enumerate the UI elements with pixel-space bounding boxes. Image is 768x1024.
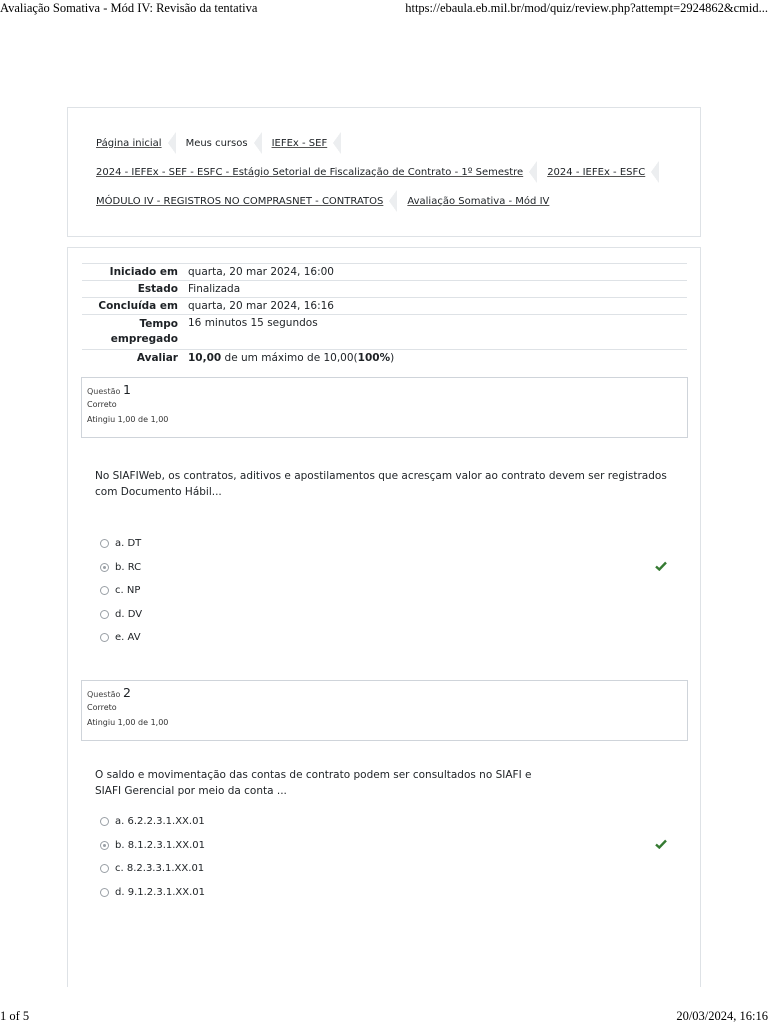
summary-row-completed: Concluída em quarta, 20 mar 2024, 16:16 — [82, 297, 687, 314]
answer-option: d. 9.1.2.3.1.XX.01 — [100, 881, 680, 905]
question-number: 1 — [122, 382, 131, 397]
question-1-info: Questão 1 Correto Atingiu 1,00 de 1,00 — [81, 377, 688, 438]
breadcrumb-row-3 — [96, 190, 549, 212]
radio-button[interactable] — [100, 864, 109, 873]
breadcrumb-course-link[interactable]: 2024 - IEFEx - SEF - ESFC - Estágio Setorial de Fiscalização de Contrato - 1º Semestre — [96, 166, 524, 178]
radio-button[interactable] — [100, 586, 109, 595]
page-number: 1 of 5 — [0, 1009, 30, 1023]
answer-option: d. DV — [100, 603, 680, 627]
question-2-info: Questão 2 Correto Atingiu 1,00 de 1,00 — [81, 680, 688, 741]
answer-option-selected: b. RC — [100, 556, 680, 580]
summary-row-grade: Avaliar 10,00 de um máximo de 10,00(100%) — [82, 349, 687, 366]
print-datetime: 20/03/2024, 16:16 — [676, 1009, 768, 1023]
breadcrumb-separator — [168, 132, 176, 154]
question-state: Correto — [87, 703, 117, 712]
quiz-review-region — [67, 247, 701, 987]
breadcrumb-row-1 — [96, 132, 351, 154]
question-grade: Atingiu 1,00 de 1,00 — [87, 718, 169, 727]
print-footer — [0, 1009, 768, 1024]
breadcrumb-separator — [254, 132, 262, 154]
breadcrumb — [67, 107, 701, 237]
breadcrumb-quiz-link[interactable]: Avaliação Somativa - Mód IV — [407, 195, 550, 207]
radio-button-selected[interactable] — [100, 841, 109, 850]
answer-option: c. NP — [100, 579, 680, 603]
correct-check-icon — [655, 839, 667, 849]
question-number: 2 — [122, 685, 131, 700]
summary-row-started: Iniciado em quarta, 20 mar 2024, 16:00 — [82, 263, 687, 280]
question-grade: Atingiu 1,00 de 1,00 — [87, 415, 169, 424]
grade-value: 10,00 — [188, 352, 222, 364]
correct-check-icon — [655, 561, 667, 571]
page-print-url: https://ebaula.eb.mil.br/mod/quiz/review.php?attempt=2924862&cmid... — [405, 1, 768, 15]
question-1-text: No SIAFIWeb, os contratos, aditivos e apostilamentos que acresçam valor ao contrato devem ser registrados com Documento Hábil... — [95, 470, 667, 498]
breadcrumb-home-link[interactable]: Página inicial — [96, 137, 162, 149]
answer-option: c. 8.2.3.3.1.XX.01 — [100, 857, 680, 881]
radio-button[interactable] — [100, 888, 109, 897]
answer-option-selected: b. 8.1.2.3.1.XX.01 — [100, 834, 680, 858]
breadcrumb-separator — [651, 161, 659, 183]
radio-button[interactable] — [100, 817, 109, 826]
breadcrumb-separator — [333, 132, 341, 154]
answer-option: e. AV — [100, 626, 680, 650]
answer-option: a. 6.2.2.3.1.XX.01 — [100, 810, 680, 834]
question-2-text: O saldo e movimentação das contas de contrato podem ser consultados no SIAFI e SIAFI Gerencial por meio da conta ... — [95, 769, 532, 797]
breadcrumb-my-courses: Meus cursos — [185, 137, 248, 149]
attempt-summary-table — [82, 263, 687, 366]
summary-row-state: Estado Finalizada — [82, 280, 687, 297]
breadcrumb-row-2 — [96, 161, 669, 183]
page-print-title: Avaliação Somativa - Mód IV: Revisão da tentativa — [0, 1, 258, 15]
breadcrumb-module-link[interactable]: MÓDULO IV - REGISTROS NO COMPRASNET - CONTRATOS — [96, 195, 384, 207]
breadcrumb-separator — [389, 190, 397, 212]
summary-row-time-taken: Tempo empregado 16 minutos 15 segundos — [82, 314, 687, 349]
question-2-answers — [100, 810, 680, 904]
radio-button[interactable] — [100, 633, 109, 642]
print-header — [0, 0, 768, 18]
question-1-answers — [100, 532, 680, 650]
radio-button-selected[interactable] — [100, 563, 109, 572]
breadcrumb-course-short-link[interactable]: 2024 - IEFEx - ESFC — [547, 166, 646, 178]
answer-option: a. DT — [100, 532, 680, 556]
radio-button[interactable] — [100, 610, 109, 619]
breadcrumb-category-link[interactable]: IEFEx - SEF — [271, 137, 328, 149]
grade-percent: 100% — [357, 352, 391, 364]
breadcrumb-separator — [529, 161, 537, 183]
question-state: Correto — [87, 400, 117, 409]
radio-button[interactable] — [100, 539, 109, 548]
